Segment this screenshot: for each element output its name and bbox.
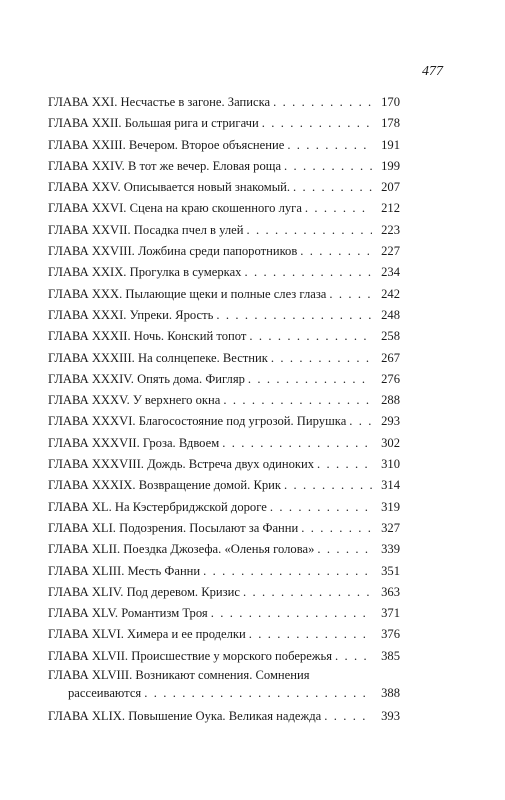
toc-entry-leader [243, 582, 372, 603]
toc-entry-leader [271, 348, 372, 369]
toc-entry-leader [305, 198, 372, 219]
toc-entry-page: 258 [381, 329, 400, 344]
toc-entry-leader [273, 92, 372, 113]
toc-entry-leader [216, 305, 372, 326]
toc-entry[interactable] [48, 582, 400, 603]
toc-entry-title: ГЛАВА XXXIX. Возвращение домой. Крик [48, 478, 282, 493]
toc-entry[interactable] [48, 220, 400, 241]
toc-entry-page: 351 [381, 563, 400, 578]
toc-entry[interactable] [48, 156, 400, 177]
toc-entry-page: 327 [381, 520, 400, 535]
toc-entry[interactable] [48, 539, 400, 560]
toc-entry-page: 227 [381, 244, 400, 259]
toc-entry-page: 212 [381, 201, 400, 216]
toc-entry-leader [300, 241, 372, 262]
toc-entry-title: ГЛАВА XXVI. Сцена на краю скошенного луга [48, 201, 302, 216]
toc-entry-title: ГЛАВА XLV. Романтизм Троя [48, 606, 208, 621]
toc-entry[interactable] [48, 561, 400, 582]
toc-entry-title: ГЛАВА XLII. Поездка Джозефа. «Оленья голова» [48, 542, 315, 557]
toc-entry-leader [246, 220, 372, 241]
toc-entry-page: 199 [381, 158, 400, 173]
toc-entry-title-line2: рассеиваются [68, 686, 142, 701]
page-number: 477 [422, 64, 443, 79]
toc-entry[interactable] [48, 475, 400, 496]
toc-entry-leader [144, 684, 372, 703]
toc-entry-title: ГЛАВА XLIX. Повышение Оука. Великая надежда [48, 709, 322, 724]
toc-entry-page: 314 [381, 478, 400, 493]
toc-entry-leader [317, 539, 372, 560]
toc-entry[interactable] [48, 390, 400, 411]
toc-entry-leader [284, 475, 372, 496]
toc-entry-title: ГЛАВА XL. На Кэстербриджской дороге [48, 499, 267, 514]
toc-entry-leader [349, 411, 372, 432]
toc-entry-page: 248 [381, 307, 400, 322]
toc-entry[interactable] [48, 135, 400, 156]
toc-entry-page: 393 [381, 709, 400, 724]
toc-entry[interactable] [48, 646, 400, 667]
toc-entry[interactable] [48, 326, 400, 347]
toc-entry[interactable] [48, 177, 400, 198]
toc-entry[interactable] [48, 369, 400, 390]
toc-entry-page: 234 [381, 265, 400, 280]
toc-entry-title: ГЛАВА XXVIII. Ложбина среди папоротников [48, 244, 298, 259]
toc-entry-page: 371 [381, 606, 400, 621]
toc-entry-title: ГЛАВА XLI. Подозрения. Посылают за Фанни [48, 520, 299, 535]
toc-entry-leader [203, 561, 372, 582]
toc-entry-page: 293 [381, 414, 400, 429]
toc-entry[interactable] [48, 241, 400, 262]
toc-entry-page: 385 [381, 648, 400, 663]
toc-entry-title: ГЛАВА XLVI. Химера и ее проделки [48, 627, 246, 642]
toc-entry-page: 302 [381, 435, 400, 450]
toc-entry-title: ГЛАВА XXXV. У верхнего окна [48, 393, 221, 408]
toc-entry[interactable] [48, 518, 400, 539]
toc-entry-page: 223 [381, 222, 400, 237]
toc-entry-leader [244, 262, 372, 283]
toc-entry-leader [223, 390, 372, 411]
toc-entry-title: ГЛАВА XLVII. Происшествие у морского побережья [48, 648, 333, 663]
toc-entry-title: ГЛАВА XLIV. Под деревом. Кризис [48, 584, 240, 599]
toc-entry-leader [211, 603, 372, 624]
toc-entry-title: ГЛАВА XXVII. Посадка пчел в улей [48, 222, 244, 237]
toc-entry-page: 178 [381, 116, 400, 131]
toc-entry-title: ГЛАВА XXIII. Вечером. Второе объяснение [48, 137, 285, 152]
toc-entry-leader [248, 369, 372, 390]
toc-entry-title: ГЛАВА XXXI. Упреки. Ярость [48, 307, 214, 322]
toc-entry-leader [293, 177, 372, 198]
toc-entry-title: ГЛАВА XXI. Несчастье в загоне. Записка [48, 95, 271, 109]
toc-entry-title: ГЛАВА XXXIII. На солнцепеке. Вестник [48, 350, 268, 365]
toc-entry[interactable] [48, 433, 400, 454]
toc-entry-page: 267 [381, 350, 400, 365]
toc-entry-leader [270, 497, 372, 518]
toc-entry[interactable] [48, 454, 400, 475]
toc-entry-title: ГЛАВА XXXVIII. Дождь. Встреча двух одиноких [48, 457, 315, 472]
table-of-contents [48, 92, 400, 727]
toc-entry-title: ГЛАВА XXXIV. Опять дома. Фигляр [48, 371, 245, 386]
toc-entry-leader [324, 706, 372, 727]
toc-entry-page: 376 [381, 627, 400, 642]
toc-entry-title: ГЛАВА XXV. Описывается новый знакомый. [48, 180, 291, 195]
toc-entry-page: 276 [381, 371, 400, 386]
toc-entry[interactable] [48, 667, 400, 703]
toc-entry-leader [284, 156, 372, 177]
toc-entry-title: ГЛАВА XXX. Пылающие щеки и полные слез глаза [48, 286, 327, 301]
toc-entry-title: ГЛАВА XXXVII. Гроза. Вдвоем [48, 435, 220, 450]
toc-entry-page: 388 [381, 686, 400, 701]
toc-entry[interactable] [48, 92, 400, 113]
toc-entry-title: ГЛАВА XLIII. Месть Фанни [48, 563, 201, 578]
toc-entry-leader [222, 433, 372, 454]
toc-entry-page: 242 [381, 286, 400, 301]
toc-entry-title: ГЛАВА XXIV. В тот же вечер. Еловая роща [48, 158, 282, 173]
toc-entry[interactable] [48, 348, 400, 369]
toc-entry-page: 339 [381, 542, 400, 557]
toc-entry-leader [301, 518, 372, 539]
toc-entry[interactable] [48, 262, 400, 283]
toc-entry-page: 319 [381, 499, 400, 514]
toc-entry-page: 288 [381, 393, 400, 408]
toc-entry[interactable] [48, 198, 400, 219]
toc-entry-title: ГЛАВА XXXII. Ночь. Конский топот [48, 329, 247, 344]
toc-entry-leader [287, 135, 372, 156]
toc-entry[interactable] [48, 113, 400, 134]
toc-entry-title: ГЛАВА XXIX. Прогулка в сумерках [48, 265, 242, 280]
toc-entry-page: 191 [381, 137, 400, 152]
toc-entry-page: 363 [381, 584, 400, 599]
toc-entry[interactable] [48, 497, 400, 518]
toc-entry[interactable] [48, 305, 400, 326]
toc-entry-leader [317, 454, 372, 475]
toc-entry-page: 310 [381, 457, 400, 472]
toc-entry[interactable] [48, 411, 400, 432]
toc-entry-page: 170 [381, 95, 400, 109]
toc-entry-leader [329, 284, 372, 305]
toc-entry-leader [249, 624, 372, 645]
toc-entry-title: ГЛАВА XXII. Большая рига и стригачи [48, 116, 259, 131]
toc-entry-leader [262, 113, 372, 134]
toc-entry-title-line1: ГЛАВА XLVIII. Возникают сомнения. Сомнения [48, 668, 310, 683]
toc-entry-page: 207 [381, 180, 400, 195]
toc-entry[interactable] [48, 706, 400, 727]
toc-entry[interactable] [48, 624, 400, 645]
toc-entry-title: ГЛАВА XXXVI. Благосостояние под угрозой. Пирушка [48, 414, 347, 429]
toc-entry-leader [249, 326, 372, 347]
toc-entry[interactable] [48, 284, 400, 305]
toc-entry[interactable] [48, 603, 400, 624]
toc-entry-leader [335, 646, 372, 667]
